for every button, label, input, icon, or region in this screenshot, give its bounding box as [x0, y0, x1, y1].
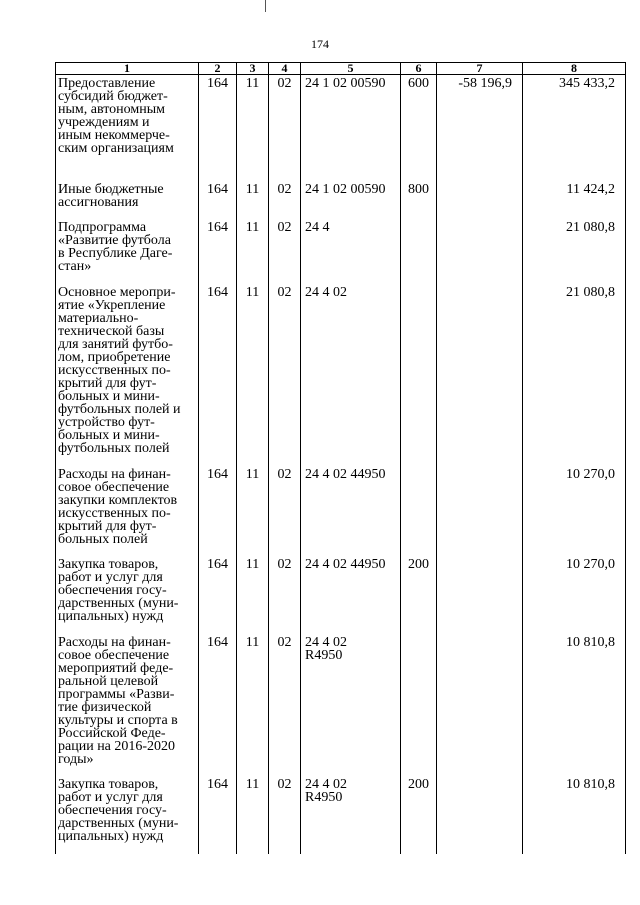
change-amount-cell [437, 219, 523, 284]
description-line: годы» [58, 751, 94, 767]
row-description [56, 284, 199, 466]
description-line: ятие «Укрепление [58, 297, 166, 313]
description-line: субсидий бюджет- [58, 89, 168, 104]
table-row [56, 181, 626, 219]
column-header: 2 [199, 63, 237, 75]
description-line: Расходы на финан- [58, 634, 171, 650]
section-code-cell: 11 [237, 634, 269, 776]
section-code-cell: 11 [237, 75, 269, 181]
description-line: программы «Разви- [58, 686, 175, 702]
target-article-cell: 24 1 02 00590 [301, 181, 401, 219]
total-amount-cell: 21 080,8 [523, 219, 626, 284]
expense-type-cell: 200 [401, 776, 437, 854]
expense-type-cell [401, 284, 437, 466]
subsection-code-cell: 02 [269, 219, 301, 284]
column-header: 1 [56, 63, 199, 75]
section-code-cell: 11 [237, 284, 269, 466]
change-amount-cell: -58 196,9 [437, 75, 523, 181]
description-line: ассигнования [58, 194, 139, 210]
description-line: рации на 2016-2020 [58, 738, 176, 754]
description-line: работ и услуг для [58, 789, 163, 805]
column-header: 4 [269, 63, 301, 75]
description-line: совое обеспечение [58, 647, 170, 663]
description-line: футбольных полей [58, 440, 170, 456]
expense-type-cell: 200 [401, 556, 437, 634]
section-code-cell: 11 [237, 776, 269, 854]
description-line: Предоставление [58, 76, 156, 91]
ministry-code-cell: 164 [199, 634, 237, 776]
ministry-code-cell: 164 [199, 776, 237, 854]
description-line: обеспечения госу- [58, 582, 167, 598]
description-line: совое обеспечение [58, 479, 170, 495]
section-code-cell: 11 [237, 556, 269, 634]
column-header: 3 [237, 63, 269, 75]
page-number: 174 [311, 37, 329, 51]
description-line: ципальных) нужд [58, 828, 164, 844]
description-line: искусственных по- [58, 505, 171, 521]
target-article-cell: 24 4 02 [301, 284, 401, 466]
table-body [56, 75, 626, 854]
description-line: учреждениям и [58, 115, 150, 130]
ministry-code-cell: 164 [199, 219, 237, 284]
row-description [56, 181, 199, 219]
top-scan-line [265, 0, 266, 12]
description-line: футбольных полей и [58, 401, 181, 417]
subsection-code-cell: 02 [269, 634, 301, 776]
description-line: крытий для фут- [58, 375, 157, 391]
description-line: крытий для фут- [58, 518, 157, 534]
description-line: лом, приобретение [58, 349, 171, 365]
change-amount-cell [437, 181, 523, 219]
column-header: 8 [523, 63, 626, 75]
target-article-cell: 24 1 02 00590 [301, 75, 401, 181]
target-article-cell: 24 4 02 R4950 [301, 776, 401, 854]
description-line: Иные бюджетные [58, 181, 164, 197]
description-line: дарственных (муни- [58, 595, 179, 611]
description-line: дарственных (муни- [58, 815, 179, 831]
description-line: закупки комплектов [58, 492, 178, 508]
total-amount-cell: 10 270,0 [523, 556, 626, 634]
total-amount-cell: 10 270,0 [523, 466, 626, 556]
description-line: для занятий футбо- [58, 336, 173, 352]
target-article-cell: 24 4 [301, 219, 401, 284]
description-line: иным некоммерче- [58, 128, 170, 143]
description-line: ральной целевой [58, 673, 159, 689]
description-line: Основное меропри- [58, 284, 176, 300]
target-article-cell: 24 4 02 R4950 [301, 634, 401, 776]
change-amount-cell [437, 776, 523, 854]
expense-type-cell [401, 219, 437, 284]
description-line: ским организациям [58, 141, 174, 156]
total-amount-cell: 10 810,8 [523, 634, 626, 776]
table-row [56, 219, 626, 284]
table-row [56, 75, 626, 181]
subsection-code-cell: 02 [269, 75, 301, 181]
section-code-cell: 11 [237, 466, 269, 556]
description-line: больных и мини- [58, 427, 160, 443]
description-line: обеспечения госу- [58, 802, 167, 818]
subsection-code-cell: 02 [269, 776, 301, 854]
row-description [56, 776, 199, 854]
description-line: Закупка товаров, [58, 556, 159, 572]
change-amount-cell [437, 466, 523, 556]
description-line: тие физической [58, 699, 152, 715]
subsection-code-cell: 02 [269, 556, 301, 634]
description-line: больных и мини- [58, 388, 160, 404]
change-amount-cell [437, 634, 523, 776]
description-line: культуры и спорта в [58, 712, 178, 728]
row-description [56, 556, 199, 634]
column-header: 5 [301, 63, 401, 75]
total-amount-cell: 11 424,2 [523, 181, 626, 219]
expense-type-cell [401, 634, 437, 776]
target-article-cell: 24 4 02 44950 [301, 466, 401, 556]
description-line: устройство фут- [58, 414, 155, 430]
description-line: Российской Феде- [58, 725, 166, 741]
description-line: больных полей [58, 531, 148, 547]
description-line: «Развитие футбола [58, 232, 171, 248]
description-line: Расходы на финан- [58, 466, 171, 482]
description-line: искусственных по- [58, 362, 171, 378]
table-row [56, 556, 626, 634]
ministry-code-cell: 164 [199, 75, 237, 181]
description-line: Подпрограмма [58, 219, 147, 235]
row-description [56, 466, 199, 556]
budget-table [55, 62, 626, 854]
row-description [56, 219, 199, 284]
expense-type-cell [401, 466, 437, 556]
description-line: работ и услуг для [58, 569, 163, 585]
table-row [56, 284, 626, 466]
description-line: в Республике Даге- [58, 245, 173, 261]
table-header-row [56, 63, 626, 75]
ministry-code-cell: 164 [199, 556, 237, 634]
section-code-cell: 11 [237, 219, 269, 284]
column-header: 7 [437, 63, 523, 75]
total-amount-cell: 10 810,8 [523, 776, 626, 854]
subsection-code-cell: 02 [269, 466, 301, 556]
subsection-code-cell: 02 [269, 284, 301, 466]
description-line: стан» [58, 258, 92, 274]
ministry-code-cell: 164 [199, 181, 237, 219]
column-header: 6 [401, 63, 437, 75]
description-line: ным, автономным [58, 102, 166, 117]
row-description [56, 634, 199, 776]
row-description [56, 75, 199, 181]
subsection-code-cell: 02 [269, 181, 301, 219]
target-article-cell: 24 4 02 44950 [301, 556, 401, 634]
expense-type-cell: 800 [401, 181, 437, 219]
description-line: Закупка товаров, [58, 776, 159, 792]
ministry-code-cell: 164 [199, 284, 237, 466]
description-line: материально- [58, 310, 139, 326]
change-amount-cell [437, 284, 523, 466]
total-amount-cell: 345 433,2 [523, 75, 626, 181]
description-line: технической базы [58, 323, 165, 339]
description-line: мероприятий феде- [58, 660, 174, 676]
section-code-cell: 11 [237, 181, 269, 219]
table-row [56, 466, 626, 556]
total-amount-cell: 21 080,8 [523, 284, 626, 466]
change-amount-cell [437, 556, 523, 634]
table-row [56, 634, 626, 776]
expense-type-cell: 600 [401, 75, 437, 181]
ministry-code-cell: 164 [199, 466, 237, 556]
table-row [56, 776, 626, 854]
description-line: ципальных) нужд [58, 608, 164, 624]
